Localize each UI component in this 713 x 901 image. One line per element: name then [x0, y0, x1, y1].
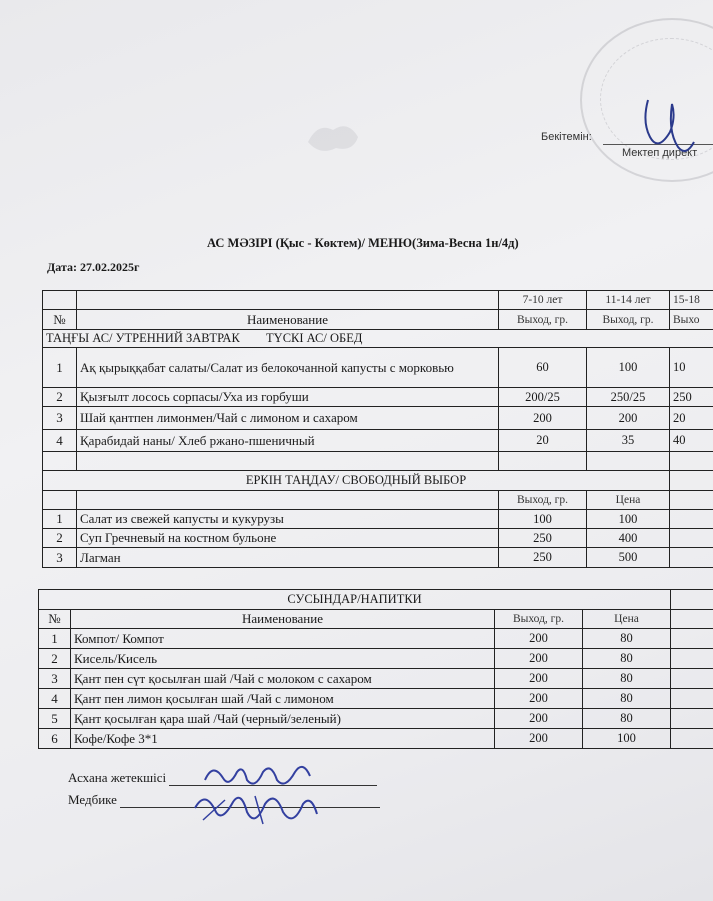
row-value-1: 20: [499, 430, 587, 452]
table-row: [43, 348, 713, 388]
row-no: 6: [39, 729, 71, 749]
empty-row: [43, 452, 713, 471]
breakfast-label: ТАҢҒЫ АС/ УТРЕННИЙ ЗАВТРАК: [46, 331, 240, 345]
row-no: 1: [43, 348, 77, 388]
row-price: 400: [587, 529, 670, 548]
director-signature: [628, 92, 713, 164]
row-no: 1: [43, 510, 77, 529]
row-name: Кофе/Кофе 3*1: [71, 729, 495, 749]
row-no: 2: [43, 529, 77, 548]
row-name: Суп Гречневый на костном бульоне: [77, 529, 499, 548]
row-value-3: 40: [670, 430, 713, 452]
paper-stain: [298, 112, 368, 162]
drinks-title: СУСЫНДАР/НАПИТКИ: [39, 590, 671, 610]
row-no: 3: [43, 548, 77, 568]
menu-date: Дата: 27.02.2025г: [47, 260, 140, 274]
row-name: Шай қантпен лимонмен/Чай с лимоном и сахаром: [77, 407, 499, 430]
row-name: Қант пен лимон қосылған шай /Чай с лимоном: [71, 689, 495, 709]
row-price: 80: [583, 629, 671, 649]
row-name: Салат из свежей капусты и кукурузы: [77, 510, 499, 529]
row-value-3: 10: [670, 348, 713, 388]
row-output: 200: [495, 649, 583, 669]
main-menu-table: [42, 290, 713, 568]
row-name: Лагман: [77, 548, 499, 568]
table-row: [43, 430, 713, 452]
row-name: Компот/ Компот: [71, 629, 495, 649]
section-free-choice: ЕРКІН ТАҢДАУ/ СВОБОДНЫЙ ВЫБОР: [43, 471, 670, 491]
drinks-col-output: Выход, гр.: [495, 610, 583, 629]
row-value-3: 20: [670, 407, 713, 430]
row-name: Ақ қырыққабат салаты/Салат из белокочанной капусты с морковью: [77, 348, 499, 388]
row-output: 200: [495, 709, 583, 729]
table-row: [43, 388, 713, 407]
table-row: [39, 649, 713, 669]
row-name: Қант қосылған қара шай /Чай (черный/зеленый): [71, 709, 495, 729]
age-group-7-10: 7-10 лет: [499, 291, 587, 310]
row-no: 3: [43, 407, 77, 430]
row-no: 1: [39, 629, 71, 649]
row-no: 4: [43, 430, 77, 452]
row-name: Қызғылт лосось сорпасы/Уха из горбуши: [77, 388, 499, 407]
row-name: Қант пен сүт қосылған шай /Чай с молоком с сахаром: [71, 669, 495, 689]
drinks-col-no: №: [39, 610, 71, 629]
menu-title: АС МӘЗІРІ (Қыс - Көктем)/ МЕНЮ(Зима-Весна 1н/4д): [207, 236, 519, 250]
free-col-output: Выход, гр.: [499, 491, 587, 510]
table-row: [39, 729, 713, 749]
row-output: 250: [499, 548, 587, 568]
row-price: 100: [587, 510, 670, 529]
table-row: [39, 669, 713, 689]
row-no: 4: [39, 689, 71, 709]
drinks-col-name: Наименование: [71, 610, 495, 629]
row-value-1: 200/25: [499, 388, 587, 407]
header-blank-no: [43, 291, 77, 310]
table-row: [43, 548, 713, 568]
table-row: [39, 689, 713, 709]
col-header-name: Наименование: [77, 310, 499, 330]
age-group-15-18: 15-18: [670, 291, 713, 310]
row-no: 2: [43, 388, 77, 407]
table-row: [43, 510, 713, 529]
table-row: [39, 629, 713, 649]
approve-label: Бекітемін:: [541, 131, 592, 143]
handwritten-signatures: [185, 750, 335, 835]
row-output: 250: [499, 529, 587, 548]
row-price: 80: [583, 669, 671, 689]
row-value-2: 250/25: [587, 388, 670, 407]
free-col-price: Цена: [587, 491, 670, 510]
row-price: 500: [587, 548, 670, 568]
row-price: 80: [583, 689, 671, 709]
row-value-2: 200: [587, 407, 670, 430]
row-name: Кисель/Кисель: [71, 649, 495, 669]
row-value-1: 60: [499, 348, 587, 388]
section-breakfast-lunch: [43, 330, 713, 348]
table-row: [43, 529, 713, 548]
row-price: 100: [583, 729, 671, 749]
row-value-2: 100: [587, 348, 670, 388]
row-no: 3: [39, 669, 71, 689]
row-price: 80: [583, 709, 671, 729]
row-price: 80: [583, 649, 671, 669]
row-output: 200: [495, 669, 583, 689]
lunch-label: ТҮСКІ АС/ ОБЕД: [266, 331, 363, 345]
kitchen-head-label: Асхана жетекшісі: [68, 770, 167, 785]
row-output: 100: [499, 510, 587, 529]
row-output: 200: [495, 629, 583, 649]
row-no: 5: [39, 709, 71, 729]
row-value-3: 250: [670, 388, 713, 407]
col-header-output-2: Выход, гр.: [587, 310, 670, 330]
col-header-no: №: [43, 310, 77, 330]
header-blank-name: [77, 291, 499, 310]
row-value-1: 200: [499, 407, 587, 430]
drinks-table: [38, 589, 713, 749]
drinks-col-price: Цена: [583, 610, 671, 629]
nurse-label: Медбике: [68, 792, 117, 807]
age-group-11-14: 11-14 лет: [587, 291, 670, 310]
row-name: Қарабидай наны/ Хлеб ржано-пшеничный: [77, 430, 499, 452]
director-label: Мектеп директ: [622, 147, 698, 159]
table-row: [39, 709, 713, 729]
row-value-2: 35: [587, 430, 670, 452]
table-row: [43, 407, 713, 430]
col-header-output-3: Выхо: [670, 310, 713, 330]
col-header-output-1: Выход, гр.: [499, 310, 587, 330]
row-no: 2: [39, 649, 71, 669]
row-output: 200: [495, 689, 583, 709]
row-output: 200: [495, 729, 583, 749]
